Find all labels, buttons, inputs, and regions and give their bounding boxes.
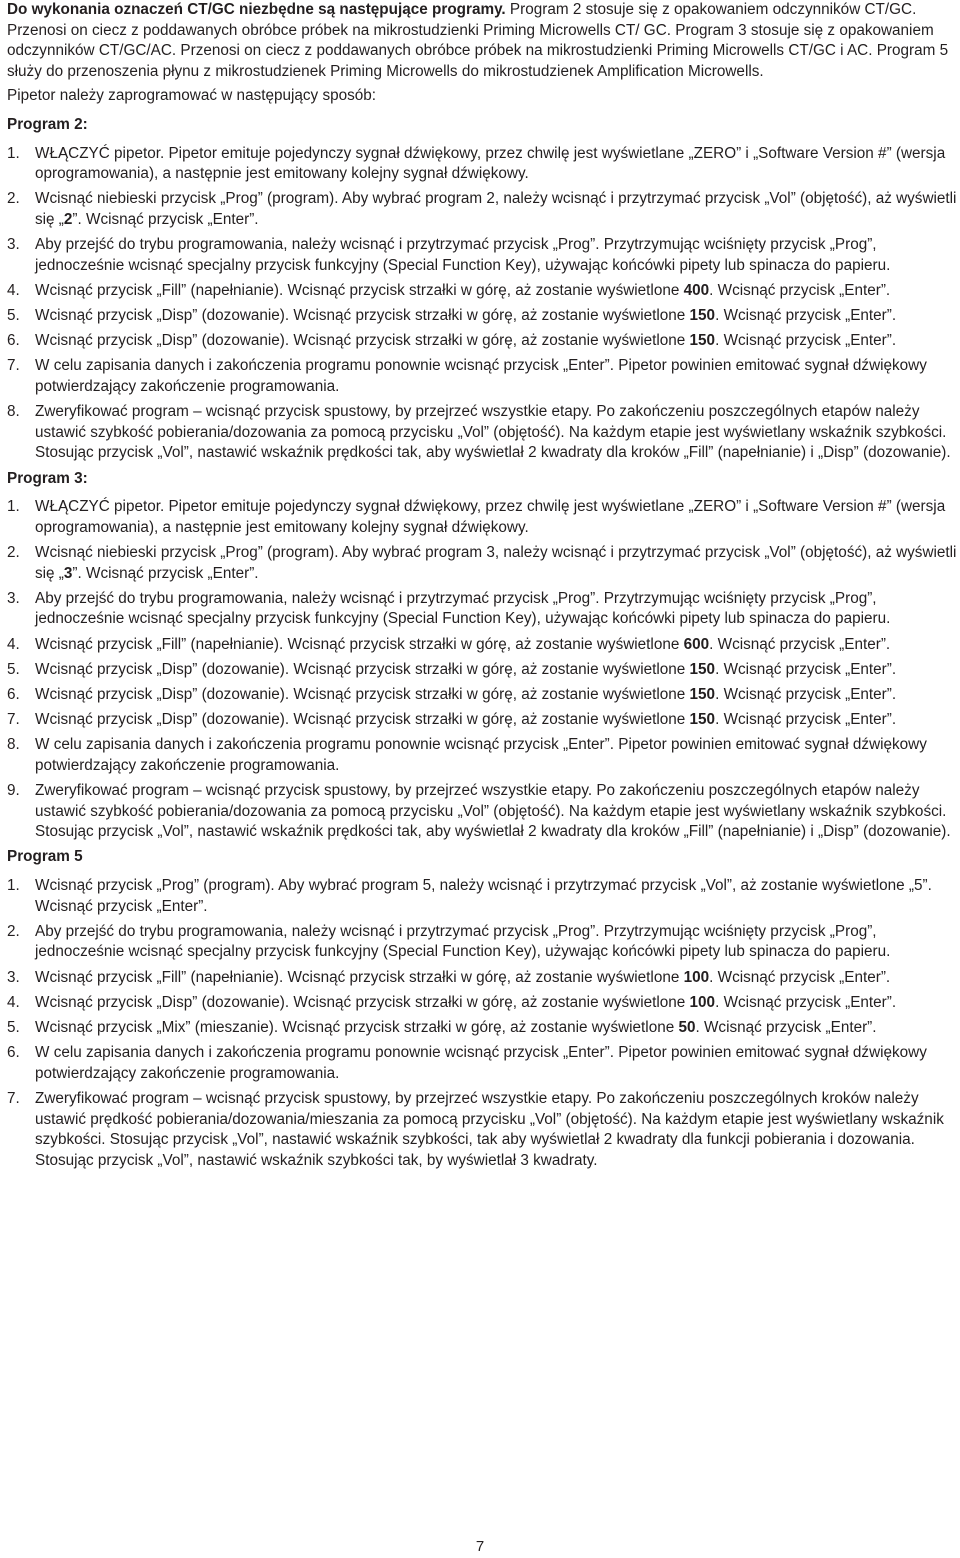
document-page [7, 0, 957, 1176]
step-text: Zweryfikować program – wcisnąć przycisk spustowy, by przejrzeć wszystkie etapy. Po zakończeniu poszczególnych kroków należy ustawić prędkość pobierania/dozowania/mieszania za pomocą przycisku „Vol” (objętość). Na każdym etapie jest wyświetlany wskaźnik szybkości. Stosując przycisk „Vol”, nastawić wskaźnik szybkości, tak aby wyświetlał 2 kwadraty dla funkcji pobierania i dozowania. Stosując przycisk „Vol”, nastawić wskaźnik szybkości tak, by wyświetlał 3 kwadraty. [35, 1089, 944, 1169]
intro-paragraph [7, 0, 957, 82]
step-number: 9. [7, 782, 20, 800]
program-sections [7, 115, 957, 1171]
step-text: Wcisnąć przycisk „Fill” (napełnianie). Wcisnąć przycisk strzałki w górę, aż zostanie wyświetlone [35, 968, 684, 986]
step-text: Wcisnąć przycisk „Fill” (napełnianie). Wcisnąć przycisk strzałki w górę, aż zostanie wyświetlone [35, 281, 684, 299]
step-text-end: ”. Wcisnąć przycisk „Enter”. [72, 210, 259, 228]
step-item [7, 402, 957, 464]
step-value: 150 [689, 711, 716, 729]
step-number: 7. [7, 1089, 20, 1107]
step-value: 2 [63, 210, 73, 228]
step-item [7, 993, 957, 1014]
step-item [7, 876, 957, 917]
step-item [7, 497, 957, 538]
step-text: Wcisnąć przycisk „Disp” (dozowanie). Wcisnąć przycisk strzałki w górę, aż zostanie wyświetlone [35, 711, 690, 729]
step-number: 4. [7, 635, 20, 653]
step-number: 7. [7, 711, 20, 729]
step-number: 6. [7, 1044, 20, 1062]
step-item [7, 589, 957, 630]
program-heading: Program 3: [7, 469, 88, 487]
step-text-end: . Wcisnąć przycisk „Enter”. [715, 685, 897, 703]
step-text-end: . Wcisnąć przycisk „Enter”. [715, 660, 897, 678]
step-text: Wcisnąć przycisk „Disp” (dozowanie). Wcisnąć przycisk strzałki w górę, aż zostanie wyświetlone [35, 332, 690, 350]
lead-sentence: Pipetor należy zaprogramować w następujący sposób: [7, 87, 377, 105]
step-number: 4. [7, 281, 20, 299]
step-item [7, 144, 957, 185]
step-item [7, 635, 957, 656]
step-text: W celu zapisania danych i zakończenia programu ponownie wcisnąć przycisk „Enter”. Pipetor powinien emitować sygnał dźwiękowy potwierdzający zakończenie programowania. [35, 357, 927, 396]
step-text-end: . Wcisnąć przycisk „Enter”. [715, 993, 897, 1011]
step-number: 6. [7, 332, 20, 350]
step-value: 400 [683, 281, 710, 299]
step-item [7, 685, 957, 706]
step-text: WŁĄCZYĆ pipetor. Pipetor emituje pojedynczy sygnał dźwiękowy, przez chwilę jest wyświetlane „ZERO” i „Software Version #” (wersja oprogramowania), a następnie jest emitowany kolejny sygnał dźwiękowy. [35, 144, 946, 183]
step-number: 8. [7, 403, 20, 421]
step-text: Wcisnąć przycisk „Fill” (napełnianie). Wcisnąć przycisk strzałki w górę, aż zostanie wyświetlone [35, 635, 684, 653]
step-value: 150 [689, 307, 716, 325]
step-text: WŁĄCZYĆ pipetor. Pipetor emituje pojedynczy sygnał dźwiękowy, przez chwilę jest wyświetlane „ZERO” i „Software Version #” (wersja oprogramowania), a następnie jest emitowany kolejny sygnał dźwiękowy. [35, 498, 946, 536]
step-text: Wcisnąć przycisk „Disp” (dozowanie). Wcisnąć przycisk strzałki w górę, aż zostanie wyświetlone [35, 685, 690, 703]
step-value: 150 [689, 685, 716, 703]
step-text: Wcisnąć niebieski przycisk „Prog” (program). Aby wybrać program 3, należy wcisnąć i przytrzymać przycisk „Vol” (objętość), aż wyświetli się „ [35, 544, 957, 582]
step-text-end: . Wcisnąć przycisk „Enter”. [709, 968, 891, 986]
step-item [7, 660, 957, 681]
step-text: Aby przejść do trybu programowania, należy wcisnąć i przytrzymać przycisk „Prog”. Przytrzymując wciśnięty przycisk „Prog”, jednocześnie wcisnąć specjalny przycisk funkcyjny (Special Function Key), używając końcówki pipety lub spinacza do papieru. [35, 922, 891, 961]
step-number: 3. [7, 236, 20, 254]
step-number: 1. [7, 498, 20, 516]
step-text-end: . Wcisnąć przycisk „Enter”. [715, 711, 897, 729]
step-number: 7. [7, 357, 20, 375]
step-item [7, 306, 957, 327]
step-text: W celu zapisania danych i zakończenia programu ponownie wcisnąć przycisk „Enter”. Pipetor powinien emitować sygnał dźwiękowy potwierdzający zakończenie programowania. [35, 736, 927, 774]
step-item [7, 281, 957, 302]
step-item [7, 331, 957, 352]
program-steps-list [7, 876, 957, 1171]
step-number: 5. [7, 1019, 20, 1036]
step-text: Wcisnąć przycisk „Disp” (dozowanie). Wcisnąć przycisk strzałki w górę, aż zostanie wyświetlone [35, 660, 690, 678]
program-heading: Program 2: [7, 115, 88, 133]
step-text-end: . Wcisnąć przycisk „Enter”. [715, 307, 897, 325]
page-number: 7 [475, 1538, 485, 1555]
step-text-end: . Wcisnąć przycisk „Enter”. [709, 281, 891, 299]
step-value: 50 [678, 1019, 696, 1036]
step-text: Aby przejść do trybu programowania, należy wcisnąć i przytrzymać przycisk „Prog”. Przytrzymując wciśnięty przycisk „Prog”, jednocześnie wcisnąć specjalny przycisk funkcyjny (Special Function Key), używając końcówki pipety lub spinacza do papieru. [35, 236, 891, 274]
program-steps-list [7, 497, 957, 843]
step-item [7, 922, 957, 963]
program-steps-list [7, 144, 957, 464]
step-number: 3. [7, 589, 20, 607]
step-text-end: . Wcisnąć przycisk „Enter”. [695, 1019, 877, 1036]
step-text: Wcisnąć przycisk „Disp” (dozowanie). Wcisnąć przycisk strzałki w górę, aż zostanie wyświetlone [35, 993, 690, 1011]
step-number: 2. [7, 190, 20, 208]
step-item [7, 735, 957, 776]
step-item [7, 1018, 957, 1039]
step-item [7, 710, 957, 731]
step-item [7, 968, 957, 989]
step-number: 1. [7, 144, 20, 162]
step-number: 6. [7, 685, 20, 703]
step-number: 2. [7, 922, 20, 940]
step-item [7, 189, 957, 230]
step-item [7, 235, 957, 276]
step-item [7, 1089, 957, 1171]
step-text-end: . Wcisnąć przycisk „Enter”. [715, 332, 897, 350]
step-number: 5. [7, 660, 20, 678]
step-item [7, 543, 957, 584]
step-number: 5. [7, 307, 20, 325]
step-value: 100 [689, 993, 716, 1011]
step-value: 3 [63, 564, 73, 582]
step-number: 8. [7, 736, 20, 754]
program-heading: Program 5 [7, 848, 83, 866]
step-text: Aby przejść do trybu programowania, należy wcisnąć i przytrzymać przycisk „Prog”. Przytrzymując wciśnięty przycisk „Prog”, jednocześnie wcisnąć specjalny przycisk funkcyjny (Special Function Key), używając końcówki pipety lub spinacza do papieru. [35, 589, 891, 628]
intro-text: Program 2 stosuje się z opakowaniem odczynników CT/GC. Przenosi on ciecz z poddawanych obróbce próbek na mikrostudzienki Priming Microwells CT/ GC. Program 3 stosuje się z opakowaniem odczynników CT/GC/AC. Przenosi on ciecz z poddawanych obróbce próbek na mikrostudzienki Priming Microwells CT/GC i AC. Program 5 służy do przenoszenia płynu z mikrostudzienek Priming Microwells do mikrostudzienek Amplification Microwells. [7, 1, 949, 80]
step-text: Zweryfikować program – wcisnąć przycisk spustowy, by przejrzeć wszystkie etapy. Po zakończeniu poszczególnych etapów należy ustawić szybkość pobierania/dozowania za pomocą przycisku „Vol” (objętość). Na każdym etapie jest wyświetlany wskaźnik szybkości. Stosując przycisk „Vol”, nastawić wskaźnik prędkości tak, aby wyświetlał 2 kwadraty dla kroków „Fill” (napełnianie) i „Disp” (dozowanie). [35, 782, 951, 841]
step-text: Wcisnąć przycisk „Disp” (dozowanie). Wcisnąć przycisk strzałki w górę, aż zostanie wyświetlone [35, 307, 690, 325]
step-number: 1. [7, 877, 20, 895]
step-text: W celu zapisania danych i zakończenia programu ponownie wcisnąć przycisk „Enter”. Pipetor powinien emitować sygnał dźwiękowy potwierdzający zakończenie programowania. [35, 1044, 927, 1082]
step-number: 2. [7, 544, 20, 561]
step-text-end: ”. Wcisnąć przycisk „Enter”. [72, 564, 259, 582]
step-value: 600 [683, 635, 710, 653]
step-value: 100 [683, 968, 710, 986]
step-number: 4. [7, 993, 20, 1011]
step-text: Wcisnąć przycisk „Prog” (program). Aby wybrać program 5, należy wcisnąć i przytrzymać przycisk „Vol”, aż zostanie wyświetlone „5”. Wcisnąć przycisk „Enter”. [35, 877, 932, 915]
step-text-end: . Wcisnąć przycisk „Enter”. [709, 635, 891, 653]
step-text: Wcisnąć przycisk „Mix” (mieszanie). Wcisnąć przycisk strzałki w górę, aż zostanie wyświetlone [35, 1019, 679, 1036]
step-value: 150 [689, 660, 716, 678]
step-value: 150 [689, 332, 716, 350]
step-text: Zweryfikować program – wcisnąć przycisk spustowy, by przejrzeć wszystkie etapy. Po zakończeniu poszczególnych etapów należy ustawić szybkość pobierania/dozowania za pomocą przycisku „Vol” (objętość). Na każdym etapie jest wyświetlany wskaźnik szybkości. Stosując przycisk „Vol”, nastawić wskaźnik prędkości tak, aby wyświetlał 2 kwadraty dla kroków „Fill” (napełnianie) i „Disp” (dozowanie). [35, 403, 951, 462]
intro-bold-sentence: Do wykonania oznaczeń CT/GC niezbędne są następujące programy. [7, 1, 506, 18]
step-item [7, 356, 957, 397]
step-item [7, 781, 957, 843]
step-text: Wcisnąć niebieski przycisk „Prog” (program). Aby wybrać program 2, należy wcisnąć i przytrzymać przycisk „Vol” (objętość), aż wyświetli się „ [35, 190, 957, 228]
step-number: 3. [7, 968, 20, 986]
step-item [7, 1043, 957, 1084]
